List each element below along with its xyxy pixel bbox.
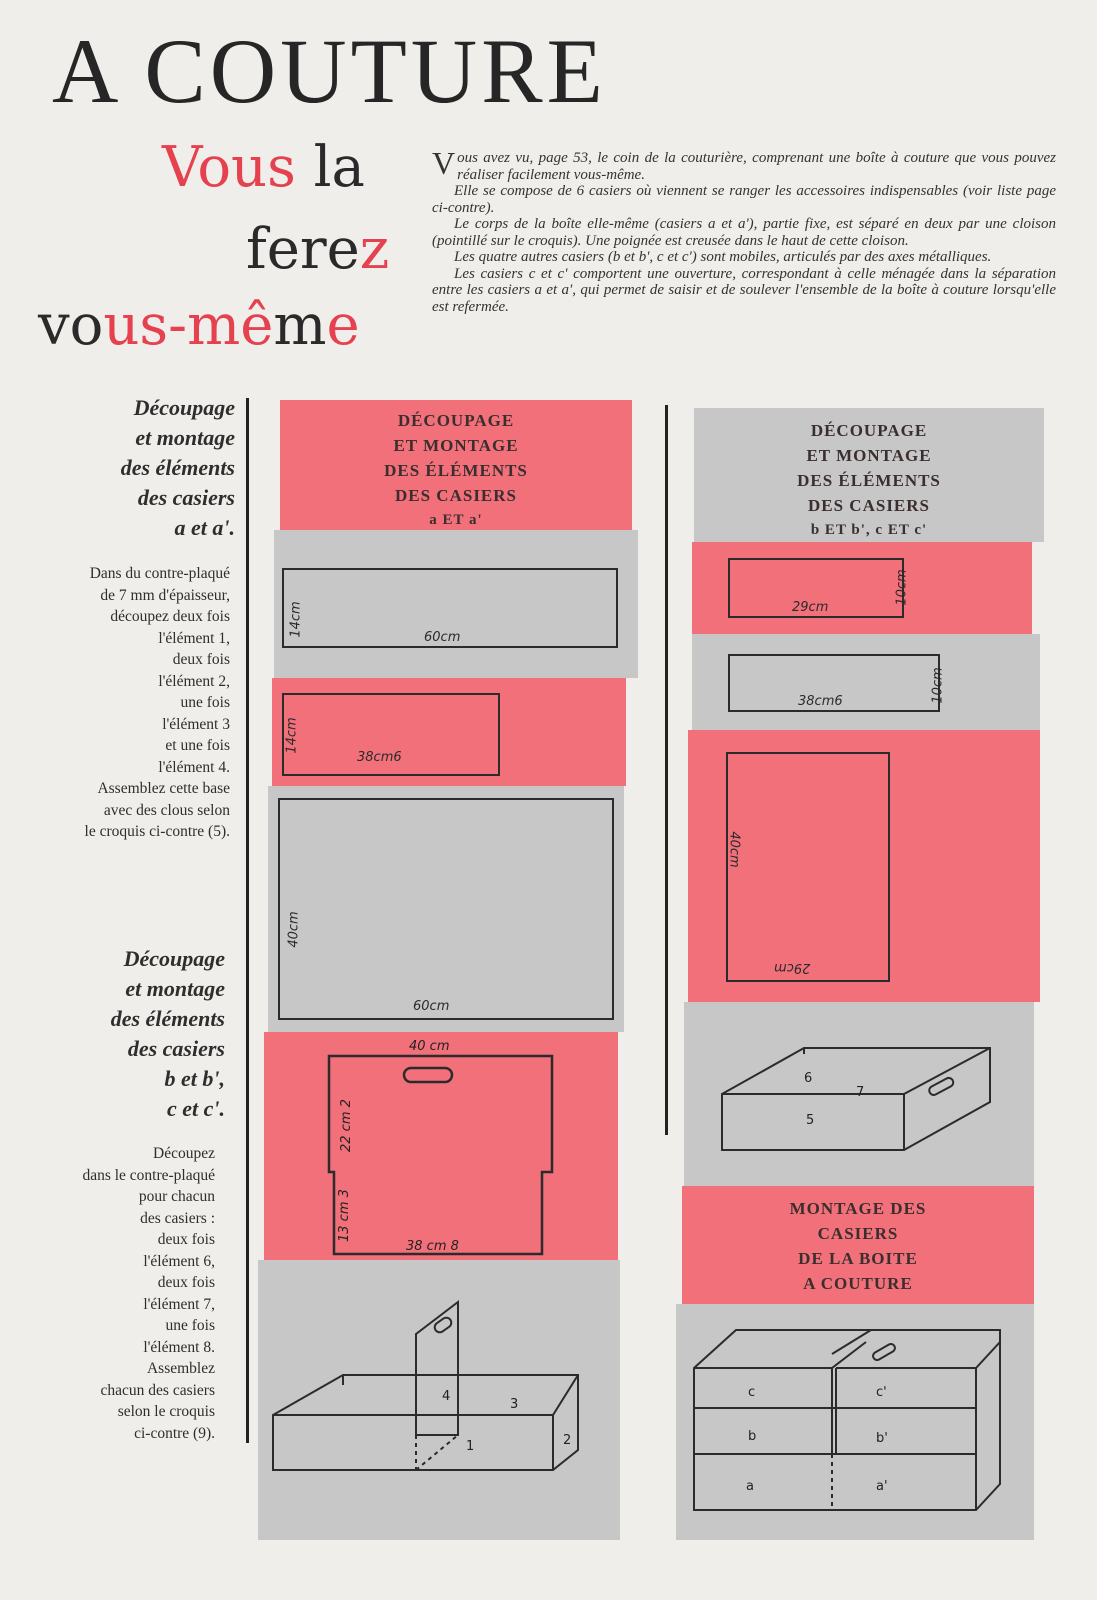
text-line: deux fois (172, 651, 230, 668)
assembly-a-drawing (258, 1260, 620, 1540)
col2-final-assembly-panel (676, 1304, 1034, 1540)
label-element-2: 2 (563, 1433, 572, 1448)
dim-height-lower: 13 cm 3 (337, 1189, 352, 1242)
col1-element-3-panel (268, 786, 624, 1032)
title-line: DE LA BOITE (798, 1249, 918, 1268)
subtitle-line-1 (162, 135, 365, 200)
text-line: l'élément 2, (158, 672, 230, 690)
title-line: DES CASIERS (394, 486, 517, 505)
subtitle-part-e: e (326, 293, 360, 358)
label-element-7: 7 (856, 1085, 865, 1100)
dim-width: 60cm (413, 999, 450, 1014)
col2-title (694, 408, 1044, 543)
col2-element-7-panel (692, 634, 1040, 730)
label-casier-a: a (746, 1479, 754, 1494)
label-element-1: 1 (466, 1439, 475, 1454)
col1-element-1-panel (274, 530, 638, 678)
title-line: DÉCOUPAGE (810, 421, 928, 440)
heading-line: b et b', (164, 1066, 225, 1091)
dim-width: 60cm (424, 630, 461, 645)
subtitle-word-vous-rest: ous (197, 135, 296, 200)
title-line: DES ÉLÉMENTS (384, 461, 528, 480)
intro-paragraph: Les casiers c et c' comportent une ouverture, correspondant à celle ménagée dans la séparation entre les casiers a et a', qui permet de saisir et de soulever l'ensemble de la boîte à couture lorsqu'elle est refermée. (432, 265, 1056, 315)
column-divider-left (246, 398, 249, 1443)
heading-line: des casiers (127, 1036, 225, 1061)
text-line: dans le contre-plaqué (82, 1166, 215, 1184)
text-line: des casiers : (140, 1209, 215, 1227)
dim-width: 38 cm 8 (406, 1239, 459, 1254)
intro-paragraph: Les quatre autres casiers (b et b', c et c') sont mobiles, articulés par des axes métalliques. (454, 249, 992, 265)
dim-height: 40cm (286, 911, 302, 948)
sidebar-text-2 (10, 1143, 215, 1444)
text-line: selon le croquis (117, 1403, 215, 1420)
intro-paragraph: Le corps de la boîte elle-même (casiers a et a'), partie fixe, est séparé en deux par une cloison (pointillé sur le croquis). Une poignée est creusée dans le haut de cette cloison. (432, 216, 1056, 249)
text-line: l'élément 8. (143, 1338, 215, 1356)
element-4-outline (329, 1056, 552, 1254)
heading-line: a et a'. (174, 515, 235, 540)
drop-cap: V (432, 145, 456, 181)
col2-title2-panel (682, 1186, 1034, 1304)
text-line: l'élément 6, (143, 1252, 215, 1270)
title-line: A COUTURE (803, 1274, 913, 1293)
label-casier-b: b (748, 1429, 757, 1444)
text-line: deux fois (157, 1274, 215, 1291)
text-line: l'élément 3 (162, 715, 230, 733)
col1-element-4-panel (264, 1032, 618, 1260)
title-line: ET MONTAGE (393, 436, 519, 455)
title-line: DES ÉLÉMENTS (797, 471, 941, 490)
text-line: avec des clous selon (103, 801, 230, 819)
heading-line: Découpage (133, 395, 235, 420)
title-line: DÉCOUPAGE (397, 411, 515, 430)
label-casier-a-prime: a' (876, 1479, 888, 1494)
col1-title (280, 400, 632, 533)
column-divider-middle (665, 405, 668, 1135)
title-line: ET MONTAGE (806, 446, 932, 465)
subtitle-part-us-me: us-mê (103, 293, 274, 358)
col2-title-panel (694, 408, 1044, 542)
col2-assembly-panel (684, 1002, 1034, 1186)
intro-paragraph: Elle se compose de 6 casiers où viennent se ranger les accessoires indispensables (voir liste page ci-contre). (432, 183, 1056, 216)
text-line: de 7 mm d'épaisseur, (100, 586, 230, 604)
label-element-4: 4 (442, 1389, 451, 1404)
title-line: DES CASIERS (807, 496, 930, 515)
text-line: une fois (180, 694, 230, 711)
dim-width: 29cm (792, 600, 829, 615)
label-element-5: 5 (806, 1113, 815, 1128)
text-line: Assemblez cette base (97, 780, 230, 797)
page-title: A COUTURE (52, 20, 607, 122)
dim-width: 38cm6 (357, 750, 402, 765)
heading-line: et montage (135, 425, 235, 450)
text-line: deux fois (157, 1231, 215, 1248)
text-line: l'élément 7, (143, 1295, 215, 1313)
heading-line: des éléments (110, 1006, 225, 1031)
subtitle-line-2 (246, 217, 390, 282)
col1-element-2-panel (272, 678, 626, 786)
subtitle-letter-z: z (359, 217, 390, 282)
text-line: l'élément 4. (158, 758, 230, 776)
dim-width: 38cm6 (798, 694, 843, 709)
title-line: a ET a' (429, 512, 483, 528)
sidebar-heading-1 (60, 393, 235, 543)
heading-line: et montage (125, 976, 225, 1001)
text-line: et une fois (165, 737, 230, 754)
subtitle-line-3 (38, 293, 360, 358)
col2-title2 (682, 1186, 1034, 1296)
dim-height: 14cm (284, 717, 300, 754)
final-assembly-drawing (676, 1304, 1034, 1540)
element-8-outline (726, 752, 890, 982)
dim-height: 40cm (726, 831, 742, 868)
subtitle-word-ferez: fere (246, 217, 360, 282)
subtitle-word-la: la (295, 135, 365, 200)
dim-width: 29cm (774, 960, 811, 975)
dim-height: 10cm (930, 667, 946, 704)
title-line: MONTAGE DES (789, 1199, 927, 1218)
handle-slot (404, 1068, 452, 1082)
heading-line: des casiers (137, 485, 235, 510)
title-line: b ET b', c ET c' (810, 522, 928, 538)
intro-paragraph-text: ous avez vu, page 53, le coin de la couturière, comprenant une boîte à couture que vous pouvez réaliser facilement vous-même. (457, 150, 1056, 183)
dim-height-upper: 22 cm 2 (339, 1099, 354, 1152)
label-element-3: 3 (510, 1397, 519, 1412)
subtitle-word-vous: V (162, 135, 198, 200)
dim-top: 40 cm (409, 1039, 450, 1054)
text-line: Dans du contre-plaqué (89, 565, 230, 582)
text-line: Découpez (153, 1145, 215, 1162)
label-casier-b-prime: b' (876, 1431, 888, 1446)
text-line: le croquis ci-contre (5). (84, 823, 230, 840)
subtitle-part-vo: vo (38, 293, 104, 358)
element-3-outline (278, 798, 614, 1020)
intro-text (432, 145, 1056, 315)
text-line: Assemblez (146, 1360, 215, 1377)
sidebar-text-1 (10, 563, 230, 843)
sidebar-heading-2 (40, 944, 225, 1124)
text-line: ci-contre (9). (134, 1424, 215, 1442)
element-4-drawing (264, 1032, 618, 1260)
col1-assembly-panel (258, 1260, 620, 1540)
heading-line: c et c'. (166, 1096, 225, 1121)
text-line: découpez deux fois (110, 608, 230, 625)
text-line: une fois (165, 1317, 215, 1334)
subtitle-part-m: m (273, 293, 327, 358)
title-line: CASIERS (817, 1224, 899, 1243)
dim-height: 10cm (894, 569, 910, 606)
dim-height: 14cm (288, 601, 304, 638)
label-casier-c-prime: c' (876, 1385, 887, 1400)
assembly-b-drawing (684, 1002, 1034, 1186)
heading-line: des éléments (120, 455, 235, 480)
text-line: pour chacun (138, 1188, 215, 1205)
text-line: l'élément 1, (158, 629, 230, 647)
col1-title-panel (280, 400, 632, 530)
label-element-6: 6 (804, 1071, 813, 1086)
heading-line: Découpage (123, 946, 225, 971)
col2-element-6-panel (692, 542, 1032, 634)
intro-paragraph (432, 145, 1056, 183)
col2-element-8-panel (688, 730, 1040, 1002)
label-casier-c: c (748, 1385, 756, 1400)
text-line: chacun des casiers (100, 1381, 215, 1399)
